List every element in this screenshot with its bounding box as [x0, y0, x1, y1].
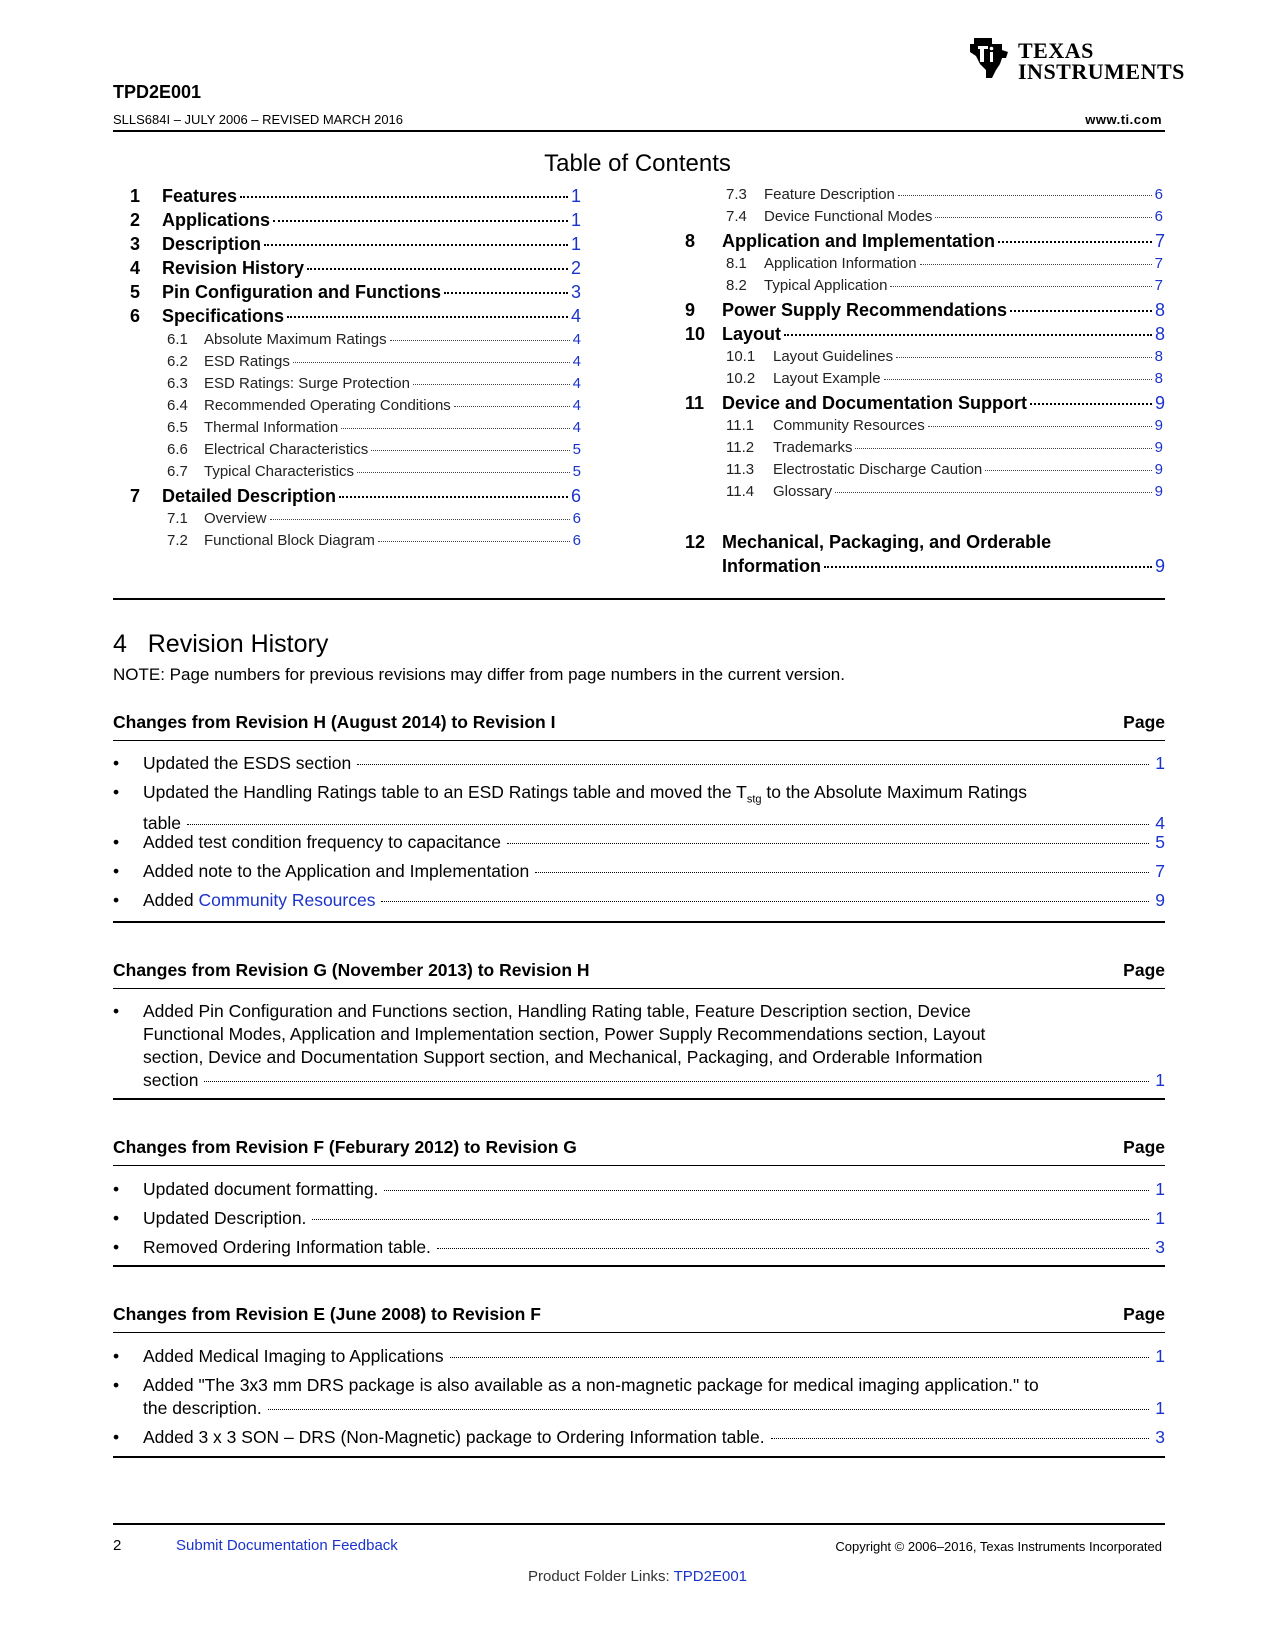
leader-dots: [535, 872, 1149, 873]
toc-page-link[interactable]: 7: [1154, 255, 1163, 272]
toc-item-12-cont[interactable]: [722, 556, 1165, 581]
toc-page-link[interactable]: 3: [570, 282, 581, 302]
toc-num: 11.4: [726, 483, 755, 500]
toc-label: Thermal Information: [204, 419, 339, 436]
rev-i-header: [113, 712, 1165, 733]
toc-label: Description: [162, 234, 262, 254]
toc-item-6-4[interactable]: [167, 397, 581, 419]
leader-dots: [187, 824, 1149, 825]
toc-label: Community Resources: [773, 417, 925, 434]
toc-page-link[interactable]: 5: [572, 441, 581, 458]
page-link[interactable]: 4: [1155, 812, 1165, 833]
toc-label: Overview: [204, 510, 267, 527]
bullet: •: [113, 1375, 120, 1395]
toc-item-8-2[interactable]: [726, 277, 1163, 299]
rev-item-text: Updated the ESDS section: [143, 753, 352, 773]
logo-line-1: TEXAS: [1018, 38, 1094, 63]
toc-item-6-5[interactable]: [167, 419, 581, 441]
toc-leader-dots: [835, 492, 1151, 493]
subscript: stg: [746, 793, 762, 806]
rev-f-header: [113, 1304, 1165, 1325]
community-resources-link[interactable]: Community Resources: [198, 890, 376, 910]
rev-divider: [113, 921, 1165, 923]
toc-label: Feature Description: [764, 186, 895, 203]
footer-copyright: Copyright © 2006–2016, Texas Instruments Incorporated: [835, 1539, 1162, 1554]
leader-dots: [437, 1248, 1149, 1249]
page-link[interactable]: 1: [1155, 1179, 1165, 1199]
toc-num: 1: [130, 186, 141, 206]
toc-num: 8.2: [726, 277, 747, 294]
toc-num: 6.5: [167, 419, 188, 436]
toc-page-link[interactable]: 6: [1154, 186, 1163, 203]
toc-leader-dots: [935, 217, 1151, 218]
page-column-label: Page: [1123, 960, 1165, 980]
toc-item-10[interactable]: [685, 324, 1165, 349]
toc-num: 7.1: [167, 510, 188, 527]
header-divider: [113, 130, 1165, 132]
rev-g-header: [113, 1137, 1165, 1158]
toc-label: Electrical Characteristics: [204, 441, 369, 458]
toc-page-link[interactable]: 8: [1154, 348, 1163, 365]
page-link[interactable]: 1: [1155, 1208, 1165, 1228]
rev-f-title: Changes from Revision E (June 2008) to Revision F: [113, 1304, 541, 1324]
toc-leader-dots: [884, 379, 1152, 380]
toc-leader-dots: [896, 357, 1152, 358]
toc-page-link[interactable]: 6: [570, 486, 581, 506]
bullet: •: [113, 1208, 120, 1228]
rev-item-text: Added: [143, 890, 199, 910]
page-link[interactable]: 9: [1155, 890, 1165, 910]
toc-num: 6.7: [167, 463, 188, 480]
toc-item-10-1[interactable]: [726, 348, 1163, 370]
toc-page-link[interactable]: 1: [570, 234, 581, 254]
toc-item-2[interactable]: [130, 210, 581, 235]
toc-item-6-3[interactable]: [167, 375, 581, 397]
rev-item-text: to the Absolute Maximum Ratings: [761, 782, 1028, 802]
toc-page-link[interactable]: 9: [1154, 483, 1163, 500]
toc-num: 5: [130, 282, 141, 302]
toc-leader-dots: [454, 406, 570, 407]
leader-dots: [507, 843, 1149, 844]
toc-leader-dots: [371, 450, 569, 451]
toc-leader-dots: [444, 292, 568, 294]
toc-item-9[interactable]: [685, 300, 1165, 325]
toc-num: 7.3: [726, 186, 747, 203]
leader-dots: [357, 764, 1149, 765]
toc-page-link[interactable]: 4: [572, 375, 581, 392]
toc-num: 7: [130, 486, 141, 506]
toc-page-link[interactable]: 5: [572, 463, 581, 480]
rev-divider: [113, 740, 1165, 741]
rev-item-text: Removed Ordering Information table.: [143, 1237, 431, 1257]
toc-num: 10.2: [726, 370, 756, 387]
section-heading: [113, 630, 328, 659]
toc-label: Functional Block Diagram: [204, 532, 375, 549]
toc-page-link[interactable]: 1: [570, 186, 581, 206]
toc-page-link[interactable]: 9: [1154, 556, 1165, 576]
toc-label: Revision History: [162, 258, 305, 278]
footer-page-number: 2: [113, 1537, 122, 1554]
toc-label: Absolute Maximum Ratings: [204, 331, 387, 348]
toc-leader-dots: [898, 195, 1152, 196]
toc-leader-dots: [855, 448, 1151, 449]
toc-label: Typical Characteristics: [204, 463, 355, 480]
toc-num: 12: [685, 532, 706, 552]
toc-leader-dots: [890, 286, 1151, 287]
page-link[interactable]: 5: [1155, 832, 1165, 852]
toc-label: Glossary: [773, 483, 833, 500]
toc-num: 11.3: [726, 461, 755, 478]
toc-item-7-1[interactable]: [167, 510, 581, 532]
toc-label: Power Supply Recommendations: [722, 300, 1008, 320]
rev-h-header: [113, 960, 1165, 981]
toc-num: 7.4: [726, 208, 747, 225]
page-column-label: Page: [1123, 1304, 1165, 1324]
logo-line-2: INSTRUMENTS: [1018, 59, 1185, 84]
toc-item-8[interactable]: [685, 231, 1165, 256]
toc-page-link[interactable]: 6: [572, 510, 581, 527]
toc-leader-dots: [920, 264, 1152, 265]
toc-item-3[interactable]: [130, 234, 581, 259]
section-title: Revision History: [147, 630, 329, 658]
toc-page-link[interactable]: 9: [1154, 439, 1163, 456]
toc-num: 11: [685, 393, 705, 413]
toc-page-link[interactable]: 4: [570, 306, 581, 326]
toc-label: Applications: [162, 210, 271, 230]
rev-item-text: Added note to the Application and Implementation: [143, 861, 530, 881]
doc-revision: SLLS684I – JULY 2006 – REVISED MARCH 2016: [113, 112, 404, 127]
toc-leader-dots: [357, 472, 570, 473]
toc-num: 6.4: [167, 397, 188, 414]
toc-page-link[interactable]: 9: [1154, 417, 1163, 434]
toc-leader-dots: [1010, 310, 1152, 312]
rev-divider: [113, 1456, 1165, 1458]
toc-num: 6.3: [167, 375, 188, 392]
bullet: •: [113, 1001, 120, 1021]
rev-item-text: table: [143, 812, 181, 833]
toc-num: 4: [130, 258, 141, 278]
bullet: •: [113, 1346, 120, 1366]
rev-item-text: the description.: [143, 1398, 262, 1418]
page-link[interactable]: 1: [1155, 1398, 1165, 1418]
toc-item-11-4[interactable]: [726, 483, 1163, 505]
toc-item-7-4[interactable]: [726, 208, 1163, 230]
toc-item-12[interactable]: [685, 532, 1165, 557]
bullet: •: [113, 832, 120, 852]
toc-num: 7.2: [167, 532, 188, 549]
toc-page-link[interactable]: 4: [572, 353, 581, 370]
page-column-label: Page: [1123, 1137, 1165, 1157]
toc-num: 2: [130, 210, 141, 230]
toc-num: 6.2: [167, 353, 188, 370]
page-column-label: Page: [1123, 712, 1165, 732]
product-link[interactable]: TPD2E001: [673, 1568, 747, 1585]
rev-item-text: section: [143, 1070, 199, 1090]
product-folder-links: [0, 1568, 1275, 1585]
bullet: •: [113, 1427, 120, 1447]
toc-leader-dots: [270, 519, 570, 520]
toc-num: 6.6: [167, 441, 188, 458]
toc-label: Features: [162, 186, 238, 206]
toc-num: 8: [685, 231, 696, 251]
rev-item-text: Updated the Handling Ratings table to an ESD Ratings table and moved the T: [143, 782, 747, 802]
leader-dots: [204, 1081, 1149, 1082]
page-link[interactable]: 1: [1155, 1070, 1165, 1090]
toc-page-link[interactable]: 7: [1154, 277, 1163, 294]
product-links-label: Product Folder Links:: [527, 1568, 674, 1585]
bullet: •: [113, 861, 120, 881]
toc-item-6-1[interactable]: [167, 331, 581, 353]
toc-label: Device and Documentation Support: [722, 393, 1028, 413]
page-link[interactable]: 7: [1155, 861, 1165, 881]
toc-label: Trademarks: [773, 439, 853, 456]
toc-item-11-1[interactable]: [726, 417, 1163, 439]
toc-leader-dots: [341, 428, 569, 429]
toc-label: Pin Configuration and Functions: [162, 282, 441, 302]
toc-num: 6.1: [167, 331, 188, 348]
bullet: •: [113, 753, 120, 773]
rev-item-text: Updated document formatting.: [143, 1179, 379, 1199]
submit-feedback-link[interactable]: Submit Documentation Feedback: [176, 1537, 398, 1554]
rev-divider: [113, 1332, 1165, 1333]
rev-divider: [113, 1265, 1165, 1267]
toc-page-link[interactable]: 4: [572, 331, 581, 348]
leader-dots: [312, 1219, 1149, 1220]
toc-page-link[interactable]: 4: [572, 397, 581, 414]
toc-page-link[interactable]: 2: [570, 258, 581, 278]
rev-item-line: Added Pin Configuration and Functions section, Handling Rating table, Feature Description section, Device: [143, 1001, 971, 1021]
toc-page-link[interactable]: 6: [572, 532, 581, 549]
doc-id: TPD2E001: [113, 82, 202, 102]
toc-label: Layout Example: [773, 370, 881, 387]
rev-item-text: Updated Description.: [143, 1208, 307, 1228]
toc-item-11[interactable]: [685, 393, 1165, 418]
toc-page-link[interactable]: 4: [572, 419, 581, 436]
toc-leader-dots: [378, 541, 570, 542]
rev-h-title: Changes from Revision G (November 2013) to Revision H: [113, 960, 590, 980]
rev-divider: [113, 988, 1165, 989]
section-number: 4: [113, 630, 127, 658]
toc-item-7-3[interactable]: [726, 186, 1163, 208]
page-link[interactable]: 1: [1155, 1346, 1165, 1366]
toc-num: 3: [130, 234, 141, 254]
toc-label: ESD Ratings: [204, 353, 290, 370]
toc-num: 11.2: [726, 439, 755, 456]
toc-label: ESD Ratings: Surge Protection: [204, 375, 410, 392]
bullet: •: [113, 1237, 120, 1257]
toc-label: Application Information: [764, 255, 917, 272]
bullet: •: [113, 782, 120, 802]
toc-leader-dots: [784, 334, 1152, 336]
toc-num: 6: [130, 306, 141, 326]
rev-item-line: [143, 781, 1165, 812]
toc-num: 10.1: [726, 348, 756, 365]
rev-i-title: Changes from Revision H (August 2014) to Revision I: [113, 712, 556, 732]
toc-leader-dots: [824, 566, 1152, 568]
toc-item-11-3[interactable]: [726, 461, 1163, 483]
toc-item-7-2[interactable]: [167, 532, 581, 554]
toc-leader-dots: [240, 196, 568, 198]
toc-num: 9: [685, 300, 696, 320]
toc-leader-dots: [998, 241, 1152, 243]
toc-page-link[interactable]: 8: [1154, 300, 1165, 320]
toc-leader-dots: [390, 340, 570, 341]
rev-item-line: Added "The 3x3 mm DRS package is also available as a non-magnetic package for medical imaging application." to: [143, 1375, 1039, 1395]
toc-leader-dots: [1030, 403, 1152, 405]
toc-item-6-7[interactable]: [167, 463, 581, 485]
toc-label: Recommended Operating Conditions: [204, 397, 451, 414]
toc-leader-dots: [985, 470, 1151, 471]
toc-label: Layout: [722, 324, 782, 344]
toc-label: Typical Application: [764, 277, 888, 294]
toc-item-4[interactable]: [130, 258, 581, 283]
toc-page-link[interactable]: 9: [1154, 461, 1163, 478]
toc-divider: [113, 598, 1165, 600]
rev-item-text: Added test condition frequency to capacitance: [143, 832, 502, 852]
toc-item-7[interactable]: [130, 486, 581, 511]
rev-item-text: Added 3 x 3 SON – DRS (Non-Magnetic) package to Ordering Information table.: [143, 1427, 765, 1447]
toc-label: Mechanical, Packaging, and Orderable: [722, 532, 1052, 552]
bullet: •: [113, 890, 120, 910]
toc-page-link[interactable]: 6: [1154, 208, 1163, 225]
toc-leader-dots: [413, 384, 570, 385]
toc-leader-dots: [273, 220, 568, 222]
toc-label: Application and Implementation: [722, 231, 996, 251]
toc-leader-dots: [339, 496, 568, 498]
toc-leader-dots: [928, 426, 1152, 427]
toc-item-6-2[interactable]: [167, 353, 581, 375]
toc-leader-dots: [264, 244, 568, 246]
toc-item-5[interactable]: [130, 282, 581, 307]
leader-dots: [268, 1409, 1150, 1410]
rev-item-line: Functional Modes, Application and Implementation section, Power Supply Recommendations section, Layout: [143, 1024, 986, 1044]
toc-label: Detailed Description: [162, 486, 337, 506]
leader-dots: [381, 901, 1149, 902]
ti-logo-icon: [966, 34, 1012, 80]
toc-label-cont: Information: [722, 556, 821, 576]
bullet: •: [113, 1179, 120, 1199]
toc-label: Layout Guidelines: [773, 348, 894, 365]
toc-page-link[interactable]: 8: [1154, 324, 1165, 344]
ti-logo: [966, 34, 1185, 84]
toc-title: Table of Contents: [544, 150, 731, 177]
toc-page-link[interactable]: 9: [1154, 393, 1165, 413]
rev-divider: [113, 1165, 1165, 1166]
toc-leader-dots: [287, 316, 568, 318]
revision-note: NOTE: Page numbers for previous revisions may differ from page numbers in the current version.: [113, 665, 845, 684]
leader-dots: [771, 1438, 1150, 1439]
page-link[interactable]: 3: [1155, 1427, 1165, 1447]
toc-item-1[interactable]: [130, 186, 581, 211]
toc-leader-dots: [307, 268, 568, 270]
leader-dots: [450, 1357, 1150, 1358]
website-link[interactable]: www.ti.com: [1085, 112, 1162, 127]
toc-item-8-1[interactable]: [726, 255, 1163, 277]
page-link[interactable]: 1: [1155, 753, 1165, 773]
rev-g-title: Changes from Revision F (Feburary 2012) to Revision G: [113, 1137, 577, 1157]
toc-page-link[interactable]: 7: [1154, 231, 1165, 251]
toc-num: 10: [685, 324, 706, 344]
page-link[interactable]: 3: [1155, 1237, 1165, 1257]
toc-item-6[interactable]: [130, 306, 581, 331]
leader-dots: [384, 1190, 1149, 1191]
toc-page-link[interactable]: 8: [1154, 370, 1163, 387]
toc-label: Device Functional Modes: [764, 208, 933, 225]
rev-divider: [113, 1098, 1165, 1100]
toc-item-11-2[interactable]: [726, 439, 1163, 461]
toc-leader-dots: [293, 362, 570, 363]
toc-item-10-2[interactable]: [726, 370, 1163, 392]
footer-divider: [113, 1523, 1165, 1525]
toc-num: 11.1: [726, 417, 755, 434]
rev-item-line: section, Device and Documentation Support section, and Mechanical, Packaging, and Orderable Information: [143, 1047, 983, 1067]
toc-num: 8.1: [726, 255, 747, 272]
toc-label: Electrostatic Discharge Caution: [773, 461, 983, 478]
toc-label: Specifications: [162, 306, 285, 326]
toc-item-6-6[interactable]: [167, 441, 581, 463]
toc-page-link[interactable]: 1: [570, 210, 581, 230]
rev-item-text: Added Medical Imaging to Applications: [143, 1346, 444, 1366]
